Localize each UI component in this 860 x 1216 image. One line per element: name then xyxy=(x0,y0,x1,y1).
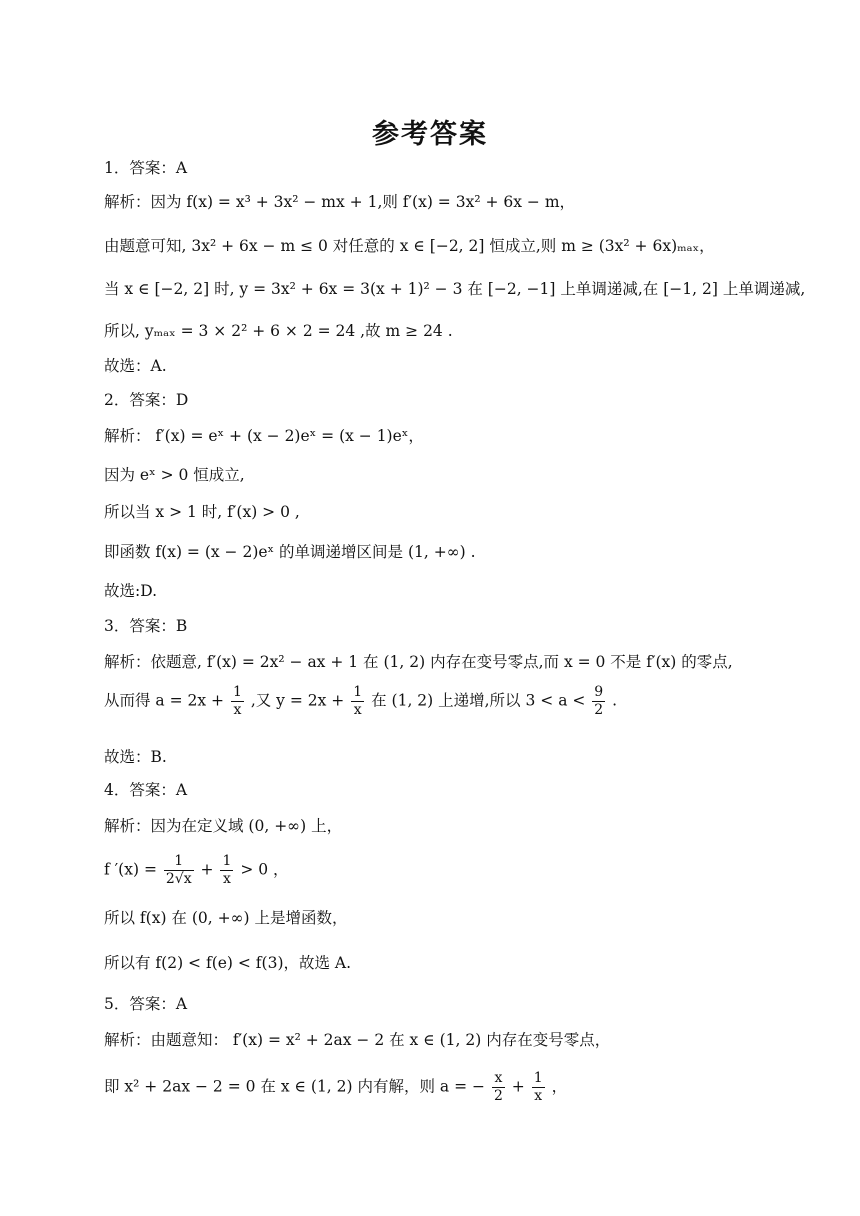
q1-line-2: 由题意可知, 3x² + 6x − m ≤ 0 对任意的 x ∈ [−2, 2] 恒成立,则 m ≥ (3x² + 6x)ₘₐₓ， xyxy=(104,237,715,255)
fraction-denominator: x xyxy=(353,702,362,718)
fraction xyxy=(592,684,605,719)
fraction-numerator: 1 xyxy=(164,853,194,871)
q4-line-1: 解析：因为在定义域 (0, +∞) 上， xyxy=(104,817,343,835)
q1-line-5: 故选：A. xyxy=(104,357,167,375)
q1-line-4: 所以, yₘₐₓ = 3 × 2² + 6 × 2 = 24 ,故 m ≥ 24 . xyxy=(104,322,453,340)
q2-line-5: 故选:D. xyxy=(104,582,158,600)
q3-line-3: 故选：B. xyxy=(104,748,167,766)
q5-line-1: 解析：由题意知： f′(x) = x² + 2ax − 2 在 x ∈ (1, 2) 内存在变号零点， xyxy=(104,1031,611,1049)
fraction-denominator: x xyxy=(222,871,231,887)
fraction-denominator: 2 xyxy=(594,702,604,718)
fraction xyxy=(351,684,364,719)
fraction-numerator: 1 xyxy=(222,853,232,869)
q4-answer: 4．答案：A xyxy=(104,781,188,799)
fraction-numerator: 9 xyxy=(594,684,604,700)
q4-line-2 xyxy=(104,853,784,888)
q3-line-2-part-c: 在 (1, 2) 上递增,所以 3 < a < xyxy=(371,691,586,710)
q1-answer: 1．答案：A xyxy=(104,159,188,177)
q1-line-3: 当 x ∈ [−2, 2] 时, y = 3x² + 6x = 3(x + 1)² − 3 在 [−2, −1] 上单调递减,在 [−1, 2] 上单调递减, xyxy=(104,280,806,298)
fraction-denominator: 2√x xyxy=(165,871,192,887)
q5-line-2-part-c: ， xyxy=(551,1077,568,1096)
q3-answer: 3．答案：B xyxy=(104,617,188,635)
q4-line-2-part-c: > 0 ， xyxy=(240,860,289,879)
fraction-denominator: x xyxy=(233,702,242,718)
fraction-numerator: 1 xyxy=(353,684,363,700)
q2-line-3: 所以当 x > 1 时, f′(x) > 0 , xyxy=(104,503,300,521)
q3-line-2-part-d: . xyxy=(612,691,618,710)
fraction xyxy=(164,853,194,888)
fraction-denominator: 2 xyxy=(493,1088,503,1104)
q4-line-2-part-b: + xyxy=(200,860,214,879)
fraction xyxy=(532,1070,545,1105)
fraction-numerator: 1 xyxy=(533,1070,543,1086)
fraction-denominator: x xyxy=(534,1088,543,1104)
q3-line-2 xyxy=(104,684,784,719)
q3-line-2-part-a: 从而得 a = 2x + xyxy=(104,691,225,710)
q5-line-2 xyxy=(104,1070,784,1105)
q3-line-2-part-b: ,又 y = 2x + xyxy=(250,691,345,710)
q4-line-3: 所以 f(x) 在 (0, +∞) 上是增函数， xyxy=(104,909,348,927)
q3-line-1: 解析：依题意, f′(x) = 2x² − ax + 1 在 (1, 2) 内存在变号零点,而 x = 0 不是 f′(x) 的零点, xyxy=(104,653,733,671)
fraction-numerator: 1 xyxy=(232,684,242,700)
q5-line-2-part-a: 即 x² + 2ax − 2 = 0 在 x ∈ (1, 2) 内有解，则 a = − xyxy=(104,1077,485,1096)
fraction xyxy=(231,684,244,719)
fraction-numerator: x xyxy=(492,1070,505,1088)
fraction xyxy=(220,853,233,888)
page-title: 参考答案 xyxy=(372,119,488,150)
q5-line-2-part-b: + xyxy=(511,1077,525,1096)
q4-line-4: 所以有 f(2) < f(e) < f(3)，故选 A. xyxy=(104,954,352,972)
q4-line-2-part-a: f ′(x) = xyxy=(104,860,157,879)
q2-answer: 2．答案：D xyxy=(104,391,189,409)
q2-line-1: 解析： f′(x) = eˣ + (x − 2)eˣ = (x − 1)eˣ， xyxy=(104,427,424,445)
q1-line-1: 解析：因为 f(x) = x³ + 3x² − mx + 1,则 f′(x) = 3x² + 6x − m， xyxy=(104,193,576,211)
q2-line-2: 因为 eˣ > 0 恒成立, xyxy=(104,466,245,484)
q5-answer: 5．答案：A xyxy=(104,995,188,1013)
fraction xyxy=(492,1070,505,1105)
q2-line-4: 即函数 f(x) = (x − 2)eˣ 的单调递增区间是 (1, +∞) . xyxy=(104,543,476,561)
